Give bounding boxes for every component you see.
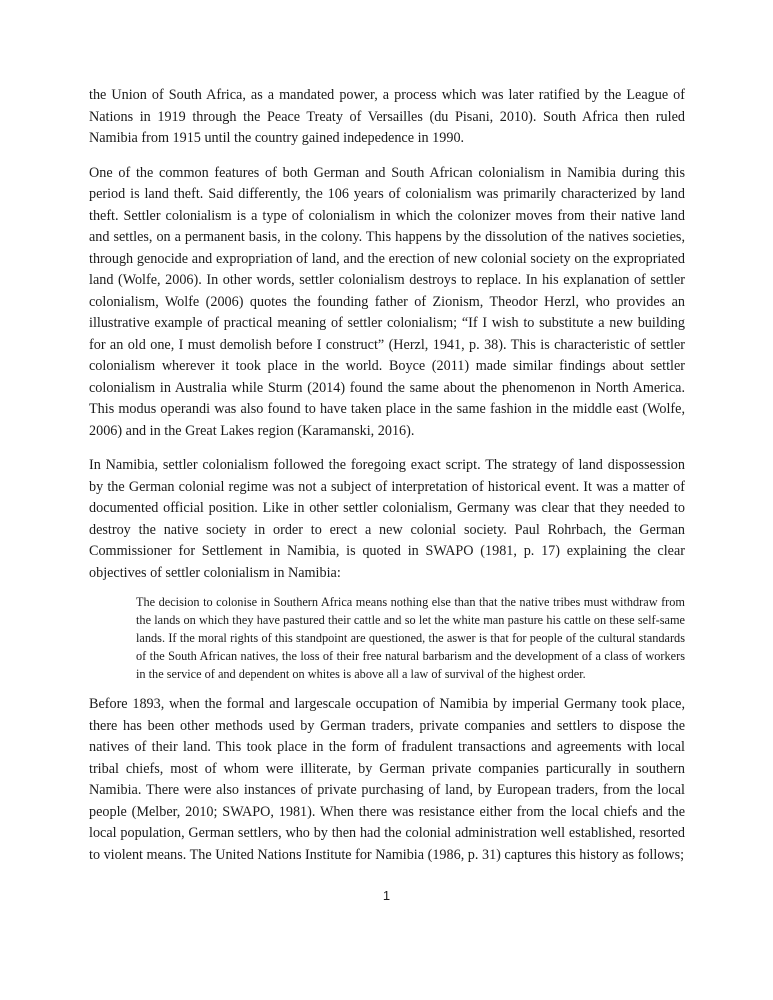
paragraph-before-1893: Before 1893, when the formal and largescale occupation of Namibia by imperial Germany took place, there has been other methods used by German traders, private companies and settlers to dispose the natives of their land. This took place in the form of fradulent transactions and agreements with local tribal chiefs, most of whom were illiterate, by German private companies particurally in southern Namibia. There were also instances of private purchasing of land, by European traders, from the local people (Melber, 2010; SWAPO, 1981). When there was resistance either from the local chiefs and the local population, German settlers, who by then had the colonial administration well established, resorted to violent means. The United Nations Institute for Namibia (1986, p. 31) captures this history as follows;	[89, 696, 685, 863]
paragraph-land-theft: One of the common features of both German and South African colonialism in Namibia during this period is land theft. Said differently, the 106 years of colonialism was primarily characterized by land theft. Settler colonialism is a type of colonialism in which the colonizer moves from their native land and settles, on a permanent basis, in the colony. This happens by the dissolution of the natives societies, through genocide and expropriation of land, and the erection of new colonial society on the expropriated land (Wolfe, 2006). In other words, settler colonialism destroys to replace. In his explanation of settler colonialism, Wolfe (2006) quotes the founding father of Zionism, Theodor Herzl, who provides an illustrative example of practical meaning of settler colonialism; “If I wish to substitute a new building for an old one, I must demolish before I construct” (Herzl, 1941, p. 38). This is characteristic of settler colonialism wherever it took place in the world. Boyce (2011) made similar findings about settler colonialism in Australia while Sturm (2014) found the same about the phenomenon in North America. This modus operandi was also found to have taken place in the same fashion in the middle east (Wolfe, 2006) and in the Great Lakes region (Karamanski, 2016).	[89, 164, 685, 439]
block-quote-rohrbach: The decision to colonise in Southern Africa means nothing else than that the native tribes must withdraw from the lands on which they have pastured their cattle and so let the white man pasture his cattle on these self-same lands. If the moral rights of this standpoint are questioned, the aswer is that for people of the cultural standards of the South African natives, the loss of their free natural barbarism and the development of a class of workers in the service of and dependent on whites is above all a law of survival of the highest order.	[136, 595, 685, 682]
page-number: 1	[382, 888, 391, 903]
paragraph-mandate-history: the Union of South Africa, as a mandated power, a process which was later ratified by the League of Nations in 1919 through the Peace Treaty of Versailles (du Pisani, 2010). South Africa then ruled Namibia from 1915 until the country gained indepedence in 1990.	[89, 87, 685, 146]
paragraph-namibia-settler-colonialism: In Namibia, settler colonialism followed the foregoing exact script. The strategy of land dispossession by the German colonial regime was not a subject of interpretation of historical event. It was a matter of documented official position. Like in other settler colonialism, Germany was clear that they needed to destroy the native society in order to erect a new colonial society. Paul Rohrbach, the German Commissioner for Settlement in Namibia, is quoted in SWAPO (1981, p. 17) explaining the clear objectives of settler colonialism in Namibia:	[89, 457, 685, 581]
document-page	[89, 85, 685, 866]
